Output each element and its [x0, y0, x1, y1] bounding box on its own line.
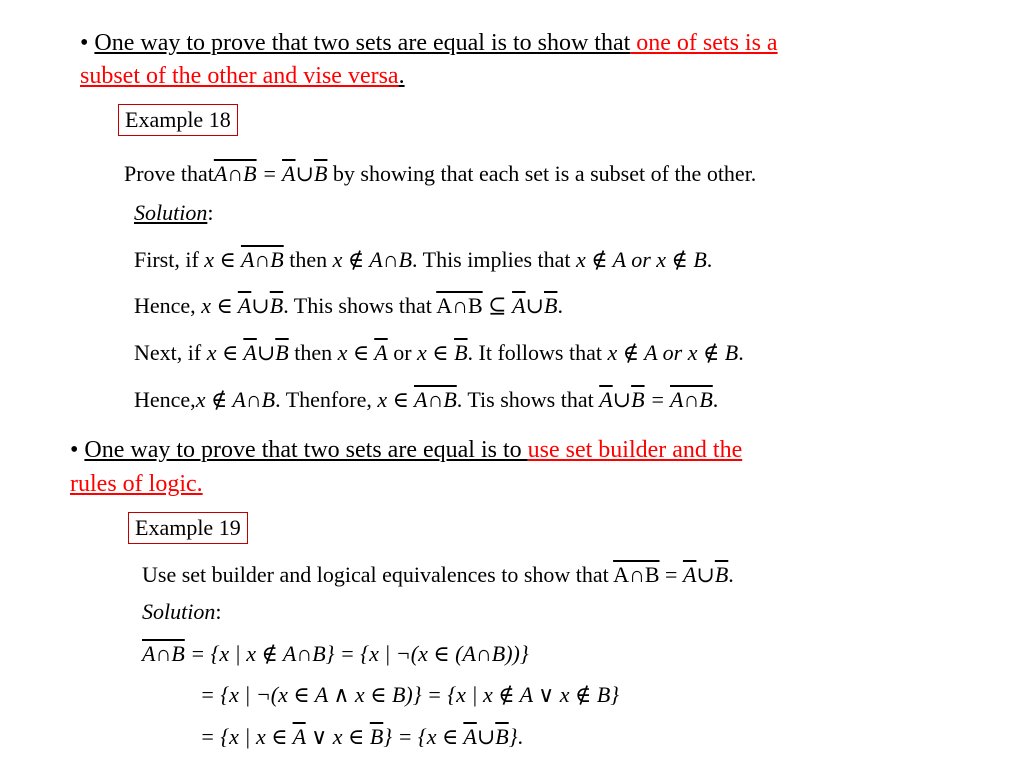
example-19-prompt: Use set builder and logical equivalences to show that A∩B = $\overline{A}\cup\overline{B}$.	[142, 562, 734, 587]
proof-line-hence-2: Hence,x ∉ A∩B. Thenfore, x ∈ A∩B. Tis shows that $\overline{A}\cup\overline{B}$ = A∩B.	[134, 387, 719, 412]
bullet-2-text: One way to prove that two sets are equal is to	[84, 437, 528, 463]
example-18-label: Example 18	[118, 104, 238, 136]
bullet-1-text: One way to prove that two sets are equal is to show that	[94, 30, 631, 56]
bullet-2-highlight: use set builder and the	[527, 437, 743, 463]
example-19-solution-label: Solution:	[142, 599, 222, 624]
bullet-marker: •	[80, 30, 89, 56]
bullet-2-line-2	[70, 471, 203, 498]
proof-line-first: First, if x ∈ A∩B then x ∉ A∩B. This implies that x ∉ A or x ∉ B.	[134, 247, 713, 272]
example-19-label: Example 19	[128, 512, 248, 544]
bullet-1-line-1	[80, 30, 778, 57]
bullet-1-period: .	[398, 63, 405, 89]
proof-line-hence-1: Hence, x ∈ $\overline{A}\cup\overline{B}$. This shows that A∩B ⊆ $\overline{A}\cup\overline{B}$.	[134, 293, 563, 318]
derivation-line-2: = {x | ¬(x ∈ A ∧ x ∈ B)} = {x | x ∉ A ∨ x ∉ B}	[200, 682, 620, 707]
bullet-1-highlight: one of sets is a	[630, 30, 778, 56]
derivation-line-1: A∩B = {x | x ∉ A∩B} = {x | ¬(x ∈ (A∩B))}	[142, 641, 529, 666]
proof-line-next: Next, if x ∈ $\overline{A}\cup\overline{B}$ then x ∈ $\overline{A}$ or x ∈ $\overline{B}$. It follows that x ∉ A or x ∉ B.	[134, 340, 744, 365]
example-18-prompt: Prove that A∩B = $\overline{A}\cup\overline{B}$ by showing that each set is a subset of the other.	[124, 161, 757, 186]
example-18-solution-label: Solution:	[134, 200, 214, 225]
bullet-1-line-2	[80, 63, 405, 90]
bullet-2-line-1	[70, 437, 742, 464]
bullet-1-highlight-2: subset of the other and vise versa	[80, 63, 399, 89]
bullet-marker: •	[70, 437, 79, 463]
derivation-line-3: = {x | x ∈ $\overline{A}$ ∨ x ∈ $\overline{B}\} = \{x$ ∈ $\overline{A}\cup\overline{B}$}.	[200, 724, 524, 749]
bullet-2-highlight-2: rules of logic.	[70, 471, 203, 497]
